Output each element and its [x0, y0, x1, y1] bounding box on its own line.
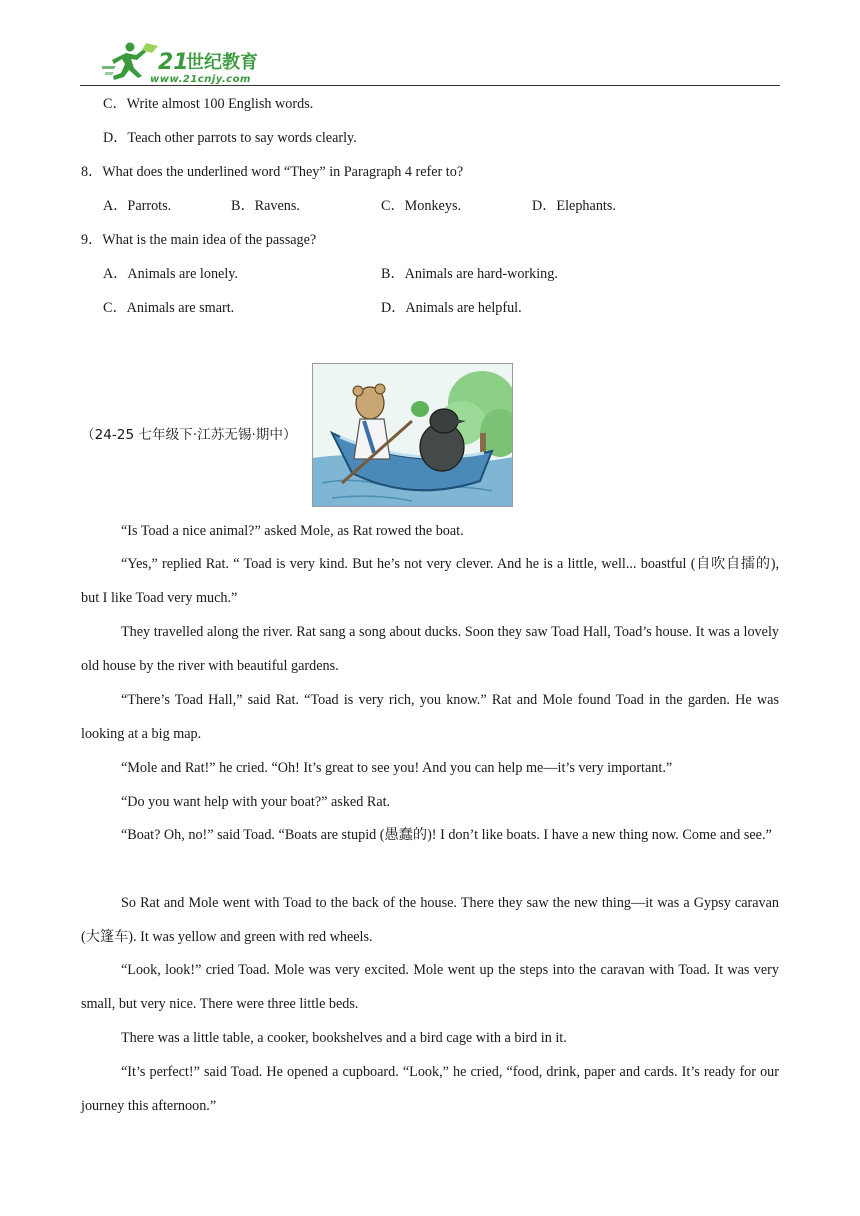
story-illustration [312, 363, 513, 507]
page-header [0, 0, 860, 90]
site-logo [100, 40, 270, 84]
passage-paragraph: “Boat? Oh, no!” said Toad. “Boats are stupid (愚蠢的)! I don’t like boats. I have a new thing now. Come and see.” [121, 827, 772, 843]
passage-paragraph: “Do you want help with your boat?” asked Rat. [121, 794, 391, 810]
q7-option-d: D．Teach other parrots to say words clearly. [103, 130, 357, 146]
passage-paragraph: So Rat and Mole went with Toad to the back of the house. There they saw the new thing—it was a Gypsy caravan (大篷车). It was yellow and green with red wheels. [81, 895, 779, 945]
q8-option-c: C．Monkeys. [381, 198, 462, 214]
passage-paragraph: “Yes,” replied Rat. “ Toad is very kind. But he’s not very clever. And he is a little, well... boastful (自吹自擂的), but I like Toad very much.” [81, 556, 779, 606]
logo-text: 世纪教育 [186, 52, 258, 73]
q8-stem: 8．What does the underlined word “They” in Paragraph 4 refer to? [81, 164, 464, 180]
header-divider [80, 85, 780, 86]
passage-paragraph: “Is Toad a nice animal?” asked Mole, as Rat rowed the boat. [121, 523, 464, 539]
logo-url: www.21cnjy.com [150, 74, 251, 84]
passage-paragraph: “Mole and Rat!” he cried. “Oh! It’s great to see you! And you can help me—it’s very important.” [121, 760, 673, 776]
q9-option-a: A．Animals are lonely. [103, 266, 239, 282]
question-source: （24-25 七年级下·江苏无锡·期中） [81, 427, 297, 443]
q9-stem: 9．What is the main idea of the passage? [81, 232, 317, 248]
logo-number: 21 [158, 50, 189, 75]
q9-option-d: D．Animals are helpful. [381, 300, 522, 316]
q8-option-a: A．Parrots. [103, 198, 172, 214]
passage-paragraph: “Look, look!” cried Toad. Mole was very excited. Mole went up the steps into the caravan with Toad. It was very small, but very nice. There were three little beds. [81, 962, 779, 1012]
q8-options [0, 196, 860, 216]
passage-paragraph: They travelled along the river. Rat sang a song about ducks. Soon they saw Toad Hall, Toad’s house. It was a lovely old house by the river with beautiful gardens. [81, 624, 779, 674]
passage-paragraph: “It’s perfect!” said Toad. He opened a cupboard. “Look,” he cried, “food, drink, paper and cards. It’s ready for our journey this afternoon.” [81, 1064, 779, 1114]
q8-option-d: D．Elephants. [532, 198, 616, 214]
q9-options-row2 [0, 298, 860, 318]
passage-paragraph: “There’s Toad Hall,” said Rat. “Toad is very rich, you know.” Rat and Mole found Toad in the garden. He was looking at a big map. [81, 692, 779, 742]
runner-icon [102, 43, 146, 81]
q9-option-b: B．Animals are hard-working. [381, 266, 558, 282]
q9-option-c: C．Animals are smart. [103, 300, 235, 316]
q8-option-b: B．Ravens. [231, 198, 300, 214]
q7-option-c: C．Write almost 100 English words. [103, 96, 314, 112]
passage-paragraph: There was a little table, a cooker, bookshelves and a bird cage with a bird in it. [121, 1030, 567, 1046]
q9-options-row1 [0, 264, 860, 284]
